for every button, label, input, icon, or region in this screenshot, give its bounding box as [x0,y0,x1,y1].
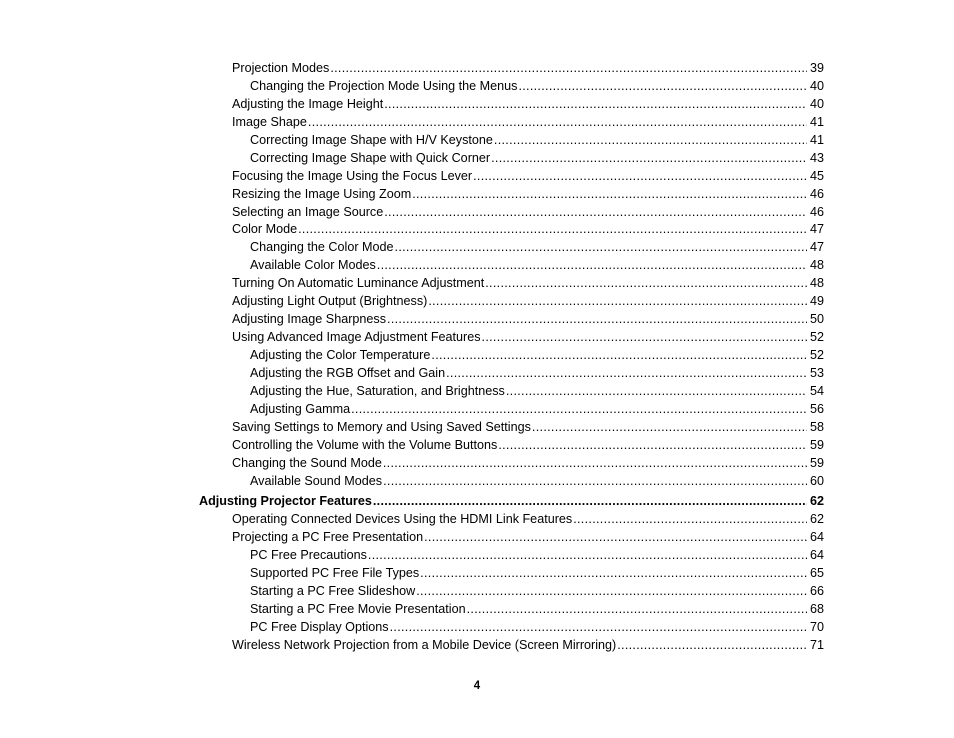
dot-leader [473,168,807,186]
toc-entry[interactable] [232,637,824,655]
toc-entry-title: Adjusting Gamma [250,401,351,416]
dot-leader [518,78,807,96]
toc-entry[interactable] [250,619,824,637]
toc-entry[interactable] [232,168,824,186]
toc-entry-title: Adjusting the Hue, Saturation, and Brightness [250,383,505,398]
toc-entry-page: 43 [809,150,824,165]
dot-leader [387,311,807,329]
toc-entry-page: 65 [809,566,824,581]
dot-leader [330,60,807,78]
toc-entry[interactable] [232,96,824,114]
toc-entry-title: Correcting Image Shape with Quick Corner [250,150,491,165]
toc-entry[interactable] [232,293,824,311]
dot-leader [491,150,807,168]
dot-leader [368,547,807,565]
dot-leader [377,257,807,275]
toc-entry-title: Starting a PC Free Slideshow [250,583,416,598]
toc-entry-page: 68 [809,601,824,616]
dot-leader [617,637,807,655]
toc-entry-title: PC Free Precautions [250,548,367,563]
toc-entry[interactable] [232,419,824,437]
toc-entry-title: Correcting Image Shape with H/V Keystone [250,132,493,147]
toc-entry-page: 62 [809,512,824,527]
dot-leader [506,383,807,401]
toc-entry[interactable] [250,583,824,601]
toc-entry[interactable] [250,383,824,401]
toc-entry-page: 47 [809,222,824,237]
dot-leader [416,583,807,601]
toc-entry-title: Adjusting the Image Height [232,96,384,111]
toc-entry-page: 66 [809,583,824,598]
toc-entry-title: Saving Settings to Memory and Using Saved Settings [232,419,531,434]
toc-entry-title: Turning On Automatic Luminance Adjustment [232,276,485,291]
toc-entry-title: Using Advanced Image Adjustment Features [232,330,481,345]
dot-leader [383,455,807,473]
dot-leader [390,619,807,637]
toc-entry-page: 70 [809,619,824,634]
toc-entry[interactable] [232,511,824,529]
toc-entry-page: 48 [809,276,824,291]
toc-entry[interactable] [232,311,824,329]
toc-entry-title: Resizing the Image Using Zoom [232,186,412,201]
dot-leader [424,529,807,547]
toc-entry-title: Projecting a PC Free Presentation [232,530,424,545]
toc-entry-title: Changing the Color Mode [250,240,394,255]
toc-entry-page: 52 [809,330,824,345]
dot-leader [373,493,807,511]
toc-entry-page: 60 [809,473,824,488]
toc-entry[interactable] [232,186,824,204]
dot-leader [428,293,807,311]
toc-entry[interactable] [250,547,824,565]
dot-leader [351,401,807,419]
toc-entry[interactable] [250,565,824,583]
toc-entry[interactable] [232,114,824,132]
toc-entry-page: 64 [809,530,824,545]
toc-entry-title: Focusing the Image Using the Focus Lever [232,168,473,183]
toc-entry[interactable] [250,365,824,383]
toc-entry-page: 45 [809,168,824,183]
toc-entry[interactable] [250,239,824,257]
toc-entry-page: 56 [809,401,824,416]
dot-leader [485,275,807,293]
toc-entry[interactable] [232,329,824,347]
toc-entry-page: 40 [809,96,824,111]
toc-entry-page: 62 [809,494,824,509]
toc-entry-page: 59 [809,437,824,452]
toc-entry[interactable] [250,257,824,275]
page-number: 4 [473,680,481,692]
dot-leader [298,221,807,239]
toc-entry[interactable] [232,275,824,293]
dot-leader [532,419,807,437]
dot-leader [384,204,807,222]
toc-entry-title: Adjusting Projector Features [199,494,372,509]
toc-entry-page: 50 [809,312,824,327]
toc-entry-title: Selecting an Image Source [232,204,384,219]
toc-entry[interactable] [250,78,824,96]
toc-entry-title: Starting a PC Free Movie Presentation [250,601,466,616]
toc-entry-title: Supported PC Free File Types [250,566,420,581]
toc-entry-page: 59 [809,455,824,470]
toc-entry-title: Adjusting the RGB Offset and Gain [250,365,446,380]
toc-entry[interactable] [250,150,824,168]
toc-entry[interactable] [232,529,824,547]
toc-entry-page: 41 [809,114,824,129]
toc-entry-page: 47 [809,240,824,255]
toc-entry-page: 39 [809,61,824,75]
toc-entry[interactable] [232,221,824,239]
dot-leader [482,329,807,347]
toc-entry-title: Wireless Network Projection from a Mobile Device (Screen Mirroring) [232,637,617,652]
toc-entry-page: 53 [809,365,824,380]
dot-leader [446,365,807,383]
dot-leader [498,437,807,455]
toc-entry[interactable] [250,601,824,619]
toc-entry[interactable] [250,473,824,491]
toc-entry-page: 48 [809,258,824,273]
toc-entry-title: Adjusting Light Output (Brightness) [232,294,428,309]
toc-entry[interactable] [232,437,824,455]
toc-entry-title: Changing the Sound Mode [232,455,382,470]
toc-entry[interactable] [250,401,824,419]
dot-leader [412,186,807,204]
toc-entry-page: 40 [809,78,824,93]
toc-entry-page: 64 [809,548,824,563]
toc-chapter-entry[interactable] [199,493,824,511]
toc-entry-title: Changing the Projection Mode Using the Menus [250,78,518,93]
toc-entry[interactable] [232,60,824,78]
toc-entry-title: Available Sound Modes [250,473,383,488]
toc-entry-page: 49 [809,294,824,309]
dot-leader [467,601,807,619]
toc-entry-title: Operating Connected Devices Using the HDMI Link Features [232,512,573,527]
dot-leader [494,132,807,150]
table-of-contents [0,60,954,655]
toc-entry-page: 52 [809,348,824,362]
toc-entry-title: Adjusting Image Sharpness [232,312,387,327]
dot-leader [573,511,807,529]
dot-leader [384,96,807,114]
toc-entry-page: 41 [809,132,824,147]
toc-entry-page: 46 [809,204,824,219]
dot-leader [431,347,807,365]
toc-entry-title: Controlling the Volume with the Volume Buttons [232,437,498,452]
toc-entry-title: Available Color Modes [250,258,376,273]
toc-entry-title: PC Free Display Options [250,619,389,634]
dot-leader [383,473,807,491]
toc-entry[interactable] [250,347,824,365]
dot-leader [395,239,807,257]
toc-entry-title: Adjusting the Color Temperature [250,348,431,362]
toc-entry-page: 46 [809,186,824,201]
toc-entry-page: 54 [809,383,824,398]
toc-entry-page: 58 [809,419,824,434]
toc-entry-title: Color Mode [232,222,298,237]
dot-leader [420,565,807,583]
dot-leader [308,114,807,132]
toc-entry-page: 71 [809,637,824,652]
toc-entry[interactable] [250,132,824,150]
toc-entry[interactable] [232,455,824,473]
toc-entry-title: Projection Modes [232,61,330,75]
toc-entry-title: Image Shape [232,114,307,129]
toc-entry[interactable] [232,204,824,222]
